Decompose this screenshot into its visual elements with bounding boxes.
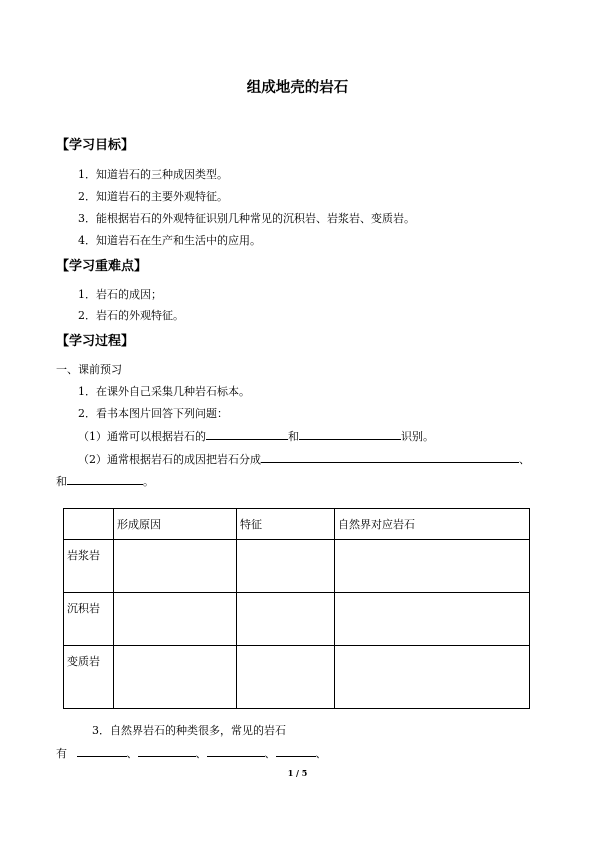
page-title: 组成地壳的岩石 (246, 80, 349, 96)
question-3-you: 有 (56, 747, 67, 760)
goal-item-2: 2．知道岩石的主要外观特征。 (78, 190, 228, 203)
answer-cell[interactable] (114, 593, 237, 646)
goal-item-3: 3．能根据岩石的外观特征识别几种常见的沉积岩、岩浆岩、变质岩。 (78, 212, 415, 225)
table-header-cell (64, 509, 114, 540)
answer-cell[interactable] (114, 646, 237, 709)
question-2 (78, 451, 530, 467)
process-item-2: 2．看书本图片回答下列问题： (78, 407, 228, 420)
table-row (64, 646, 530, 709)
answer-cell[interactable] (335, 540, 530, 593)
question-2-end: 。 (143, 475, 154, 488)
table-header-cell: 形成原因 (114, 509, 237, 540)
answer-blank[interactable] (77, 745, 127, 757)
question-2-comma: 、 (519, 453, 530, 466)
process-item-3: 3．自然界岩石的种类很多，常见的岩石 (92, 724, 286, 737)
answer-blank[interactable] (261, 451, 519, 463)
separator: 、 (126, 747, 138, 760)
table-header-cell: 特征 (237, 509, 335, 540)
key-point-2: 2．岩石的外观特征。 (78, 309, 184, 322)
page-number: 1 / 5 (287, 768, 308, 778)
section-heading-goals: 【学习目标】 (56, 138, 135, 153)
row-label: 沉积岩 (64, 593, 114, 646)
section-heading-key-points: 【学习重难点】 (56, 259, 148, 274)
answer-blank[interactable] (67, 473, 143, 485)
process-item-1: 1．在课外自己采集几种岩石标本。 (78, 385, 250, 398)
key-point-1: 1．岩石的成因； (78, 288, 162, 301)
goal-item-1: 1．知道岩石的三种成因类型。 (78, 168, 228, 181)
rock-type-table (63, 508, 530, 709)
row-label: 变质岩 (64, 646, 114, 709)
goal-item-4: 4．知道岩石在生产和生活中的应用。 (78, 234, 261, 247)
answer-blank[interactable] (207, 745, 265, 757)
question-3-blanks (56, 745, 327, 761)
answer-cell[interactable] (335, 646, 530, 709)
table-row (64, 540, 530, 593)
question-1 (78, 428, 434, 444)
answer-cell[interactable] (335, 593, 530, 646)
answer-blank[interactable] (206, 428, 288, 440)
question-1-and: 和 (288, 430, 299, 443)
table-row (64, 593, 530, 646)
question-1-end: 识别。 (401, 430, 434, 443)
answer-blank[interactable] (138, 745, 196, 757)
process-part-1: 一、课前预习 (56, 363, 122, 376)
question-1-text: （1）通常可以根据岩石的 (78, 430, 206, 443)
separator: 、 (195, 747, 207, 760)
separator: 、 (264, 747, 276, 760)
question-2-and: 和 (56, 475, 67, 488)
question-2-continued (56, 473, 154, 489)
answer-blank[interactable] (276, 745, 316, 757)
answer-cell[interactable] (237, 646, 335, 709)
table-header-cell: 自然界对应岩石 (335, 509, 530, 540)
answer-cell[interactable] (114, 540, 237, 593)
row-label: 岩浆岩 (64, 540, 114, 593)
answer-cell[interactable] (237, 593, 335, 646)
question-2-text: （2）通常根据岩石的成因把岩石分成 (78, 453, 261, 466)
separator: 、 (315, 747, 327, 760)
answer-cell[interactable] (237, 540, 335, 593)
section-heading-process: 【学习过程】 (56, 334, 135, 349)
answer-blank[interactable] (299, 428, 401, 440)
